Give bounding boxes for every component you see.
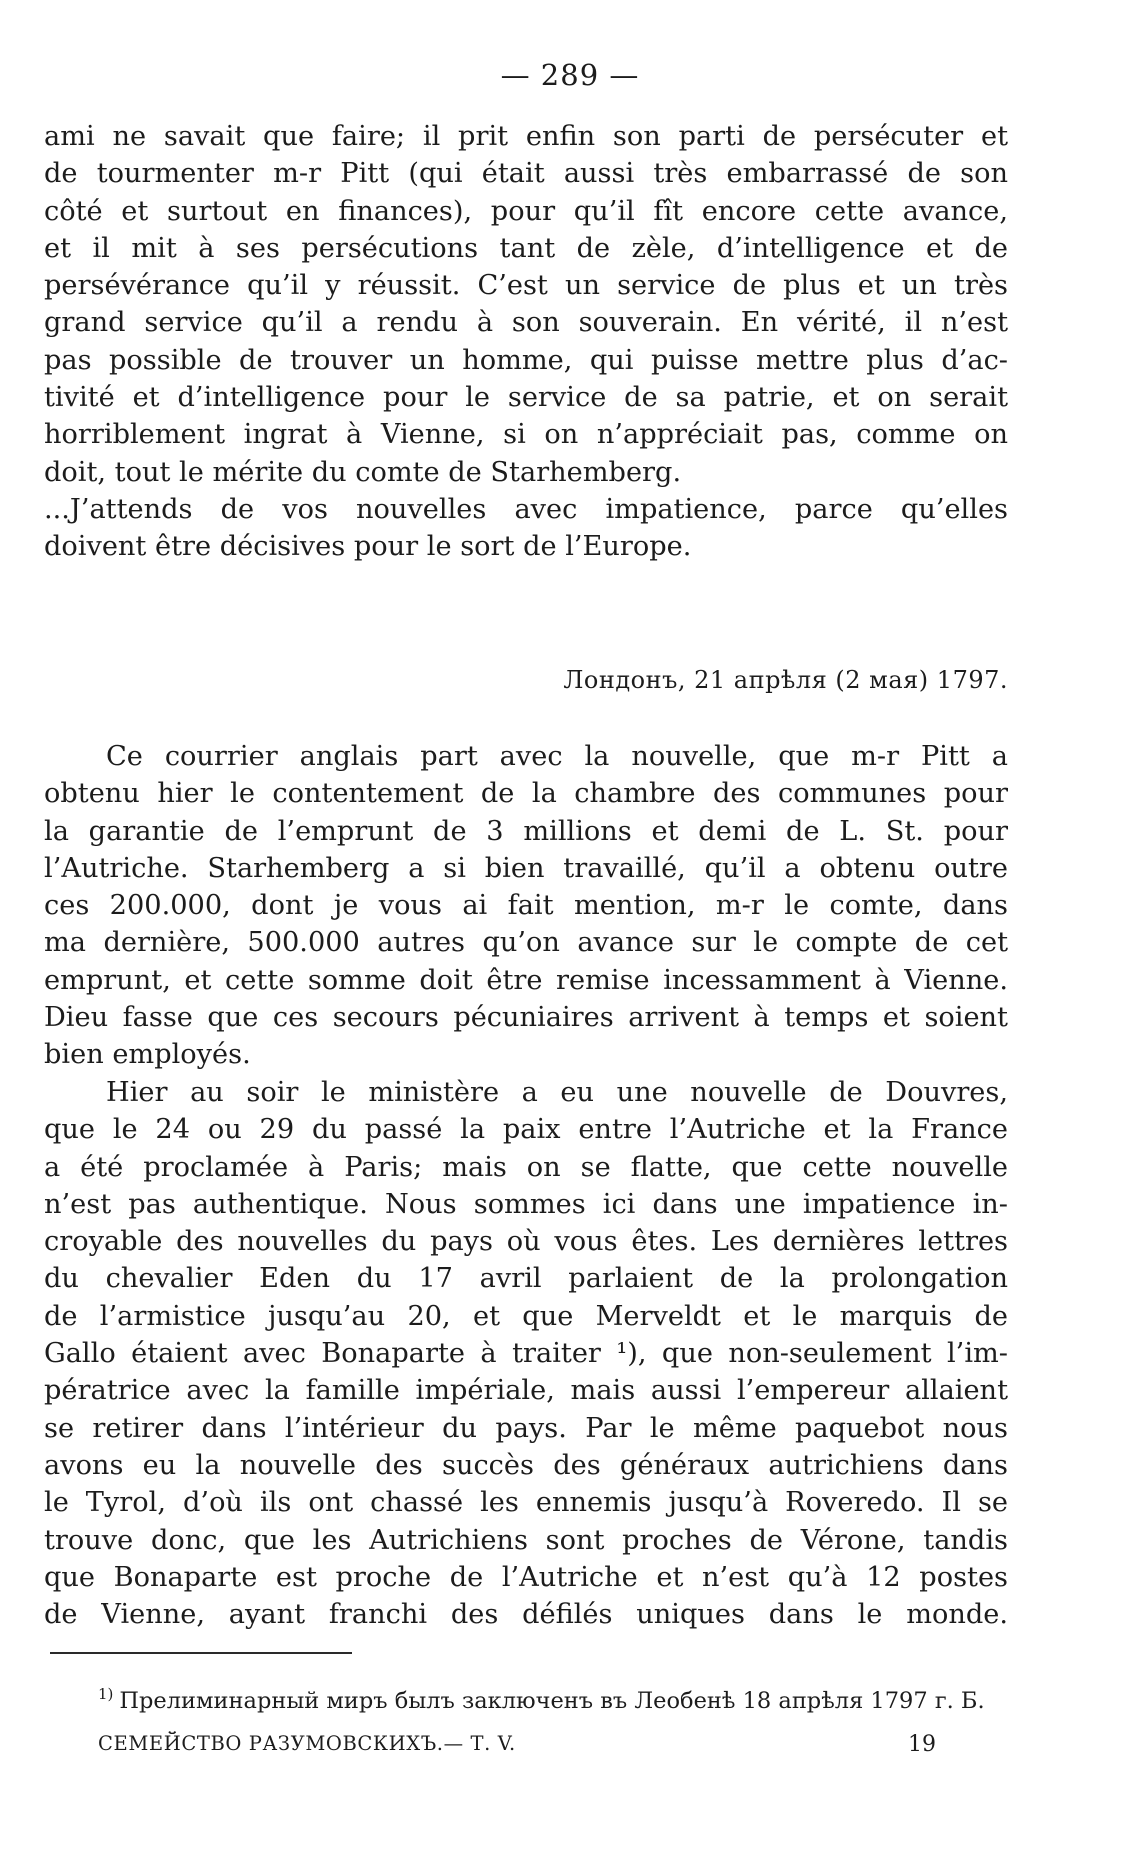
text-line: n’est pas authentique. Nous sommes ici dans une impatience in- <box>44 1188 1008 1220</box>
footnote-marker: 1) <box>98 1685 114 1703</box>
text-line: persévérance qu’il y réussit. C’est un service de plus et un très <box>44 270 1008 302</box>
page-number: — 289 — <box>500 58 640 92</box>
dateline: Лондонъ, 21 апрѣля (2 мая) 1797. <box>563 666 1008 694</box>
paragraph-3 <box>44 738 1008 1074</box>
text-line: Gallo étaient avec Bonaparte à traiter ¹), que non-seulement l’im- <box>44 1338 1008 1370</box>
text-line: Hier au soir le ministère a eu une nouvelle de Douvres, <box>106 1077 1008 1108</box>
text-line: avons eu la nouvelle des succès des généraux autrichiens dans <box>44 1449 1008 1481</box>
footnote-rule <box>50 1652 352 1654</box>
text-line: ...J’attends de vos nouvelles avec impatience, parce qu’elles <box>44 494 1008 525</box>
text-line: ami ne savait que faire; il prit enfin son parti de persécuter et <box>44 121 1008 152</box>
signature-line <box>98 1732 936 1757</box>
text-line: emprunt, et cette somme doit être remise incessamment à Vienne. <box>44 964 1008 996</box>
text-line: et il mit à ses persécutions tant de zèle, d’intelligence et de <box>44 232 1008 264</box>
text-line: se retirer dans l’intérieur du pays. Par le même paquebot nous <box>44 1412 1008 1444</box>
text-line: le Tyrol, d’où ils ont chassé les ennemis jusqu’à Roveredo. Il se <box>44 1487 1008 1519</box>
text-line: doit, tout le mérite du comte de Starhemberg. <box>44 456 682 488</box>
text-line: obtenu hier le contentement de la chambre des communes pour <box>44 778 1008 810</box>
text-line: de Vienne, ayant franchi des défilés uniques dans le monde. <box>44 1599 1008 1631</box>
text-line: ces 200.000, dont je vous ai fait mention, m-r le comte, dans <box>44 890 1008 922</box>
footnote <box>98 1685 1010 1714</box>
text-line: grand service qu’il a rendu à son souverain. En vérité, il n’est <box>44 307 1008 339</box>
text-line: du chevalier Eden du 17 avril parlaient de la prolongation <box>44 1263 1008 1295</box>
signature-title: СЕМЕЙСТВО РАЗУМОВСКИХЪ.— Т. V. <box>98 1732 516 1755</box>
text-line: trouve donc, que les Autrichiens sont proches de Vérone, tandis <box>44 1524 1008 1556</box>
text-line: de tourmenter m-r Pitt (qui était aussi très embarrassé de son <box>44 158 1008 190</box>
text-line: la garantie de l’emprunt de 3 millions et demi de L. St. pour <box>44 815 1008 847</box>
text-line: horriblement ingrat à Vienne, si on n’appréciait pas, comme on <box>44 419 1008 451</box>
text-line: a été proclamée à Paris; mais on se flatte, que cette nouvelle <box>44 1151 1008 1183</box>
text-line: bien employés. <box>44 1039 251 1071</box>
text-line: croyable des nouvelles du pays où vous êtes. Les dernières lettres <box>44 1226 1008 1258</box>
text-line: l’Autriche. Starhemberg a si bien travaillé, qu’il a obtenu outre <box>44 852 1008 884</box>
signature-number: 19 <box>908 1732 936 1757</box>
text-line: que Bonaparte est proche de l’Autriche et n’est qu’à 12 postes <box>44 1561 1008 1593</box>
text-line: Dieu fasse que ces secours pécuniaires arrivent à temps et soient <box>44 1002 1008 1034</box>
text-line: pératrice avec la famille impériale, mais aussi l’empereur allaient <box>44 1375 1008 1407</box>
text-line: que le 24 ou 29 du passé la paix entre l’Autriche et la France <box>44 1114 1008 1146</box>
text-line: Ce courrier anglais part avec la nouvelle, que m-r Pitt a <box>106 741 1008 772</box>
text-line: tivité et d’intelligence pour le service de sa patrie, et on serait <box>44 382 1008 414</box>
text-line: de l’armistice jusqu’au 20, et que Merveldt et le marquis de <box>44 1300 1008 1332</box>
text-line: ma dernière, 500.000 autres qu’on avance sur le compte de cet <box>44 927 1008 959</box>
paragraph-1 <box>44 118 1008 491</box>
footnote-text: Прелиминарный миръ былъ заключенъ въ Леобенѣ 18 апрѣля 1797 г. Б. <box>119 1688 985 1714</box>
text-line: côté et surtout en finances), pour qu’il fît encore cette avance, <box>44 195 1008 227</box>
text-line: doivent être décisives pour le sort de l’Europe. <box>44 531 692 563</box>
paragraph-2 <box>44 491 1008 566</box>
paragraph-4 <box>44 1074 1008 1633</box>
text-line: pas possible de trouver un homme, qui puisse mettre plus d’ac- <box>44 344 1008 376</box>
